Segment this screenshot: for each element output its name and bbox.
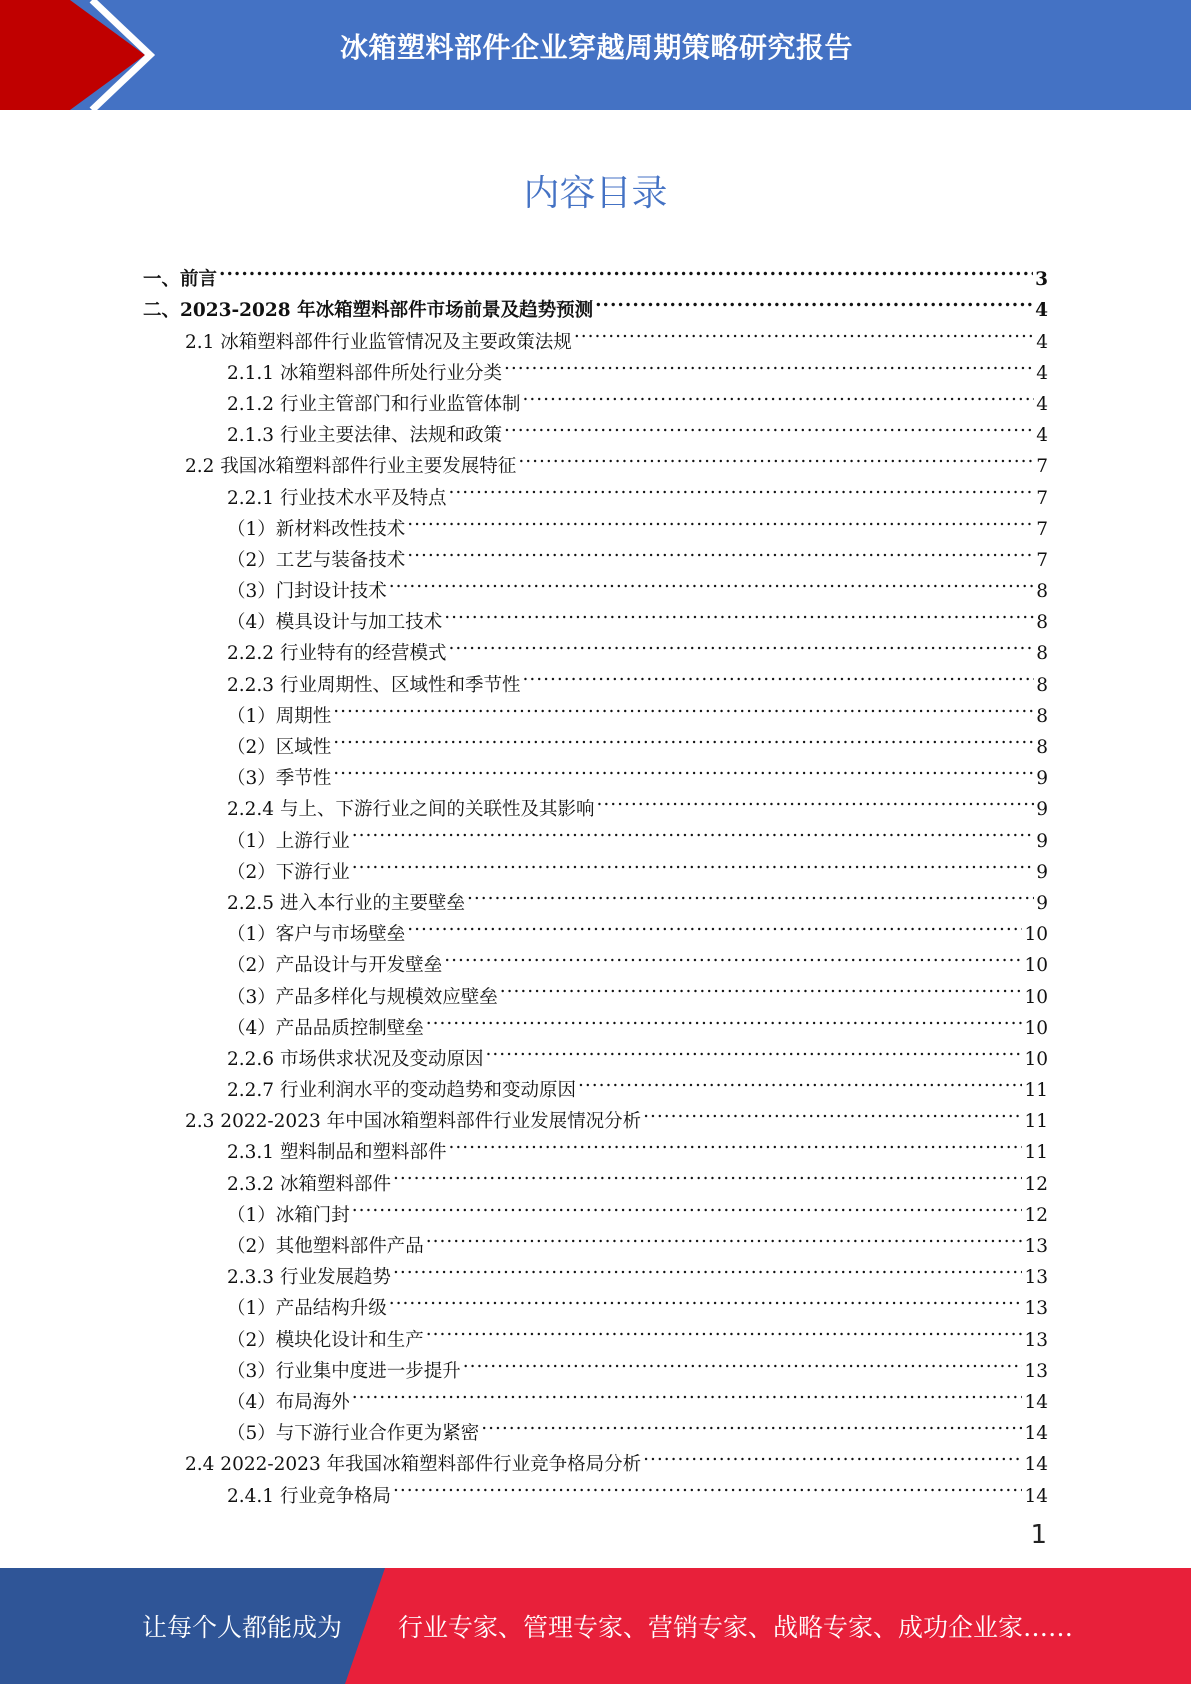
toc-entry-label: 2.4 2022-2023 年我国冰箱塑料部件行业竞争格局分析 bbox=[185, 1454, 642, 1476]
toc-entry-label: （2）工艺与装备技术 bbox=[227, 549, 406, 571]
toc-entry-label: 一、前言 bbox=[143, 269, 218, 291]
toc-entry-page: 7 bbox=[1036, 487, 1048, 509]
toc-entry-label: 2.3.1 塑料制品和塑料部件 bbox=[227, 1142, 447, 1164]
toc-entry-page: 4 bbox=[1036, 425, 1048, 447]
toc-entry-label: 2.2.5 进入本行业的主要壁垒 bbox=[227, 892, 465, 914]
toc-dot-leader bbox=[448, 1127, 1022, 1158]
toc-entry-label: 2.3.2 冰箱塑料部件 bbox=[227, 1173, 391, 1195]
header-band bbox=[0, 0, 1191, 110]
toc-entry-page: 10 bbox=[1024, 955, 1048, 977]
toc-dot-leader bbox=[426, 1003, 1023, 1034]
toc-entry-page: 11 bbox=[1024, 1111, 1048, 1133]
toc-entry-label: （1）产品结构升级 bbox=[227, 1298, 387, 1320]
toc-entry-page: 14 bbox=[1024, 1391, 1048, 1413]
toc-entry-page: 8 bbox=[1036, 612, 1048, 634]
toc-dot-leader bbox=[393, 1470, 1022, 1501]
toc-entry-label: 2.2.3 行业周期性、区域性和季节性 bbox=[227, 674, 521, 696]
toc-dot-leader bbox=[500, 971, 1023, 1002]
footer-band bbox=[0, 1568, 1191, 1684]
toc-dot-leader bbox=[485, 1034, 1022, 1065]
toc-entry-label: （2）模块化设计和生产 bbox=[227, 1329, 424, 1351]
toc-dot-leader bbox=[578, 1065, 1022, 1096]
toc-entry-page: 4 bbox=[1036, 331, 1048, 353]
toc-entry-label: 2.4.1 行业竞争格局 bbox=[227, 1485, 391, 1507]
toc-dot-leader bbox=[333, 753, 1034, 784]
toc-entry-page: 9 bbox=[1036, 861, 1048, 883]
toc-dot-leader bbox=[333, 722, 1034, 753]
toc-entry-label: 2.1.1 冰箱塑料部件所处行业分类 bbox=[227, 362, 502, 384]
toc-entry-label: （2）产品设计与开发壁垒 bbox=[227, 955, 443, 977]
toc-entry-label: （2）区域性 bbox=[227, 737, 332, 758]
toc-entry-page: 11 bbox=[1024, 1080, 1048, 1102]
toc-dot-leader bbox=[219, 254, 1033, 285]
toc-dot-leader bbox=[426, 1221, 1023, 1252]
toc-dot-leader bbox=[518, 441, 1034, 472]
toc-dot-leader bbox=[352, 847, 1034, 878]
page-number: 1 bbox=[1030, 1520, 1047, 1550]
toc-entry-page: 7 bbox=[1036, 456, 1048, 478]
toc-dot-leader bbox=[352, 1190, 1023, 1221]
toc-dot-leader bbox=[448, 628, 1034, 659]
toc-dot-leader bbox=[596, 784, 1034, 815]
toc-entry-page: 8 bbox=[1036, 643, 1048, 665]
toc-entry-label: （3）产品多样化与规模效应壁垒 bbox=[227, 986, 498, 1008]
toc-entry-page: 10 bbox=[1024, 1017, 1048, 1039]
toc-entry-label: 2.1 冰箱塑料部件行业监管情况及主要政策法规 bbox=[185, 331, 572, 353]
toc-entry-page: 3 bbox=[1035, 269, 1048, 291]
toc-entry-label: 2.3.3 行业发展趋势 bbox=[227, 1267, 391, 1289]
toc-entry-page: 8 bbox=[1036, 674, 1048, 696]
toc-entry-page: 10 bbox=[1024, 924, 1048, 946]
toc-dot-leader bbox=[352, 815, 1034, 846]
toc-entry-page: 8 bbox=[1036, 737, 1048, 758]
toc-dot-leader bbox=[407, 909, 1022, 940]
toc-entry-page: 10 bbox=[1024, 1048, 1048, 1070]
toc-entry-label: （4）产品品质控制壁垒 bbox=[227, 1017, 424, 1039]
toc-dot-leader bbox=[595, 285, 1033, 316]
toc-entry-page: 10 bbox=[1024, 986, 1048, 1008]
toc-entry-page: 14 bbox=[1024, 1454, 1048, 1476]
toc-dot-leader bbox=[504, 410, 1034, 441]
toc-dot-leader bbox=[467, 878, 1034, 909]
toc-entry-label: 2.1.2 行业主管部门和行业监管体制 bbox=[227, 393, 521, 415]
toc-entry-label: 2.2.4 与上、下游行业之间的关联性及其影响 bbox=[227, 799, 595, 821]
toc-entry-label: 2.2.2 行业特有的经营模式 bbox=[227, 643, 447, 665]
toc-entry-label: （3）季节性 bbox=[227, 768, 332, 790]
toc-entry-page: 4 bbox=[1035, 300, 1048, 322]
toc-dot-leader bbox=[522, 379, 1034, 410]
toc-entry-page: 7 bbox=[1036, 549, 1048, 571]
toc-entry-page: 8 bbox=[1036, 705, 1048, 727]
toc-dot-leader bbox=[426, 1314, 1023, 1345]
toc-entry-page: 7 bbox=[1036, 518, 1048, 540]
toc-entry-page: 13 bbox=[1024, 1267, 1048, 1289]
toc-dot-leader bbox=[333, 691, 1034, 722]
toc-entry-label: （1）冰箱门封 bbox=[227, 1204, 350, 1226]
toc-entry-label: （1）新材料改性技术 bbox=[227, 518, 406, 540]
toc-entry-label: （1）上游行业 bbox=[227, 830, 350, 852]
toc-dot-leader bbox=[407, 535, 1034, 566]
toc-entry-page: 12 bbox=[1024, 1204, 1048, 1226]
toc-entry-label: 2.2 我国冰箱塑料部件行业主要发展特征 bbox=[185, 456, 517, 478]
toc-entry-label: 2.3 2022-2023 年中国冰箱塑料部件行业发展情况分析 bbox=[185, 1111, 642, 1133]
toc-dot-leader bbox=[574, 316, 1034, 347]
toc-dot-leader bbox=[522, 659, 1034, 690]
footer-slogan-right: 行业专家、管理专家、营销专家、战略专家、成功企业家…… bbox=[398, 1613, 1074, 1642]
toc-entry-page: 13 bbox=[1024, 1329, 1048, 1351]
toc-entry-label: （1）周期性 bbox=[227, 705, 332, 727]
toc-entry-label: （1）客户与市场壁垒 bbox=[227, 924, 406, 946]
toc-entry-page: 8 bbox=[1036, 581, 1048, 603]
toc-entry-page: 4 bbox=[1036, 362, 1048, 384]
toc-entry-page: 13 bbox=[1024, 1236, 1048, 1257]
toc-dot-leader bbox=[444, 597, 1034, 628]
toc-dot-leader bbox=[389, 1283, 1023, 1314]
toc-entry-page: 9 bbox=[1036, 892, 1048, 914]
toc-entry-label: 2.1.3 行业主要法律、法规和政策 bbox=[227, 425, 502, 447]
toc-entry-label: （3）行业集中度进一步提升 bbox=[227, 1360, 461, 1382]
toc-dot-leader bbox=[463, 1346, 1023, 1377]
toc-entry-page: 13 bbox=[1024, 1360, 1048, 1382]
toc-entry-label: 2.2.1 行业技术水平及特点 bbox=[227, 487, 447, 509]
footer-slogan-left: 让每个人都能成为 bbox=[142, 1613, 343, 1642]
toc-dot-leader bbox=[389, 566, 1034, 597]
toc-entry-page: 14 bbox=[1024, 1485, 1048, 1507]
toc-entry-label: （3）门封设计技术 bbox=[227, 581, 387, 603]
toc-dot-leader bbox=[448, 472, 1034, 503]
toc-dot-leader bbox=[352, 1377, 1023, 1408]
toc-entry[interactable] bbox=[143, 285, 1048, 322]
toc-dot-leader bbox=[643, 1439, 1022, 1470]
table-of-contents bbox=[143, 254, 1048, 1507]
toc-entry[interactable] bbox=[143, 254, 1048, 291]
toc-entry-page: 11 bbox=[1024, 1142, 1048, 1164]
toc-dot-leader bbox=[407, 504, 1034, 535]
toc-entry-page: 12 bbox=[1024, 1173, 1048, 1195]
toc-dot-leader bbox=[643, 1096, 1022, 1127]
toc-entry-page: 9 bbox=[1036, 799, 1048, 821]
toc-entry-page: 4 bbox=[1036, 393, 1048, 415]
toc-entry-page: 14 bbox=[1024, 1423, 1048, 1445]
toc-dot-leader bbox=[393, 1158, 1022, 1189]
toc-heading: 内容目录 bbox=[523, 173, 668, 214]
toc-dot-leader bbox=[481, 1408, 1022, 1439]
toc-entry-page: 13 bbox=[1024, 1298, 1048, 1320]
toc-entry-page: 9 bbox=[1036, 830, 1048, 852]
toc-entry-label: 2.2.6 市场供求状况及变动原因 bbox=[227, 1048, 484, 1070]
toc-dot-leader bbox=[444, 940, 1022, 971]
toc-entry-page: 9 bbox=[1036, 768, 1048, 790]
toc-entry-label: （4）布局海外 bbox=[227, 1391, 350, 1413]
toc-entry-label: 二、2023-2028 年冰箱塑料部件市场前景及趋势预测 bbox=[143, 300, 594, 322]
report-title: 冰箱塑料部件企业穿越周期策略研究报告 bbox=[340, 31, 854, 64]
toc-entry-label: （2）其他塑料部件产品 bbox=[227, 1236, 424, 1257]
toc-entry-label: （4）模具设计与加工技术 bbox=[227, 612, 443, 634]
toc-dot-leader bbox=[393, 1252, 1022, 1283]
toc-entry-label: （5）与下游行业合作更为紧密 bbox=[227, 1423, 480, 1445]
toc-entry-label: （2）下游行业 bbox=[227, 861, 350, 883]
toc-dot-leader bbox=[504, 348, 1034, 379]
toc-entry-label: 2.2.7 行业利润水平的变动趋势和变动原因 bbox=[227, 1080, 576, 1102]
